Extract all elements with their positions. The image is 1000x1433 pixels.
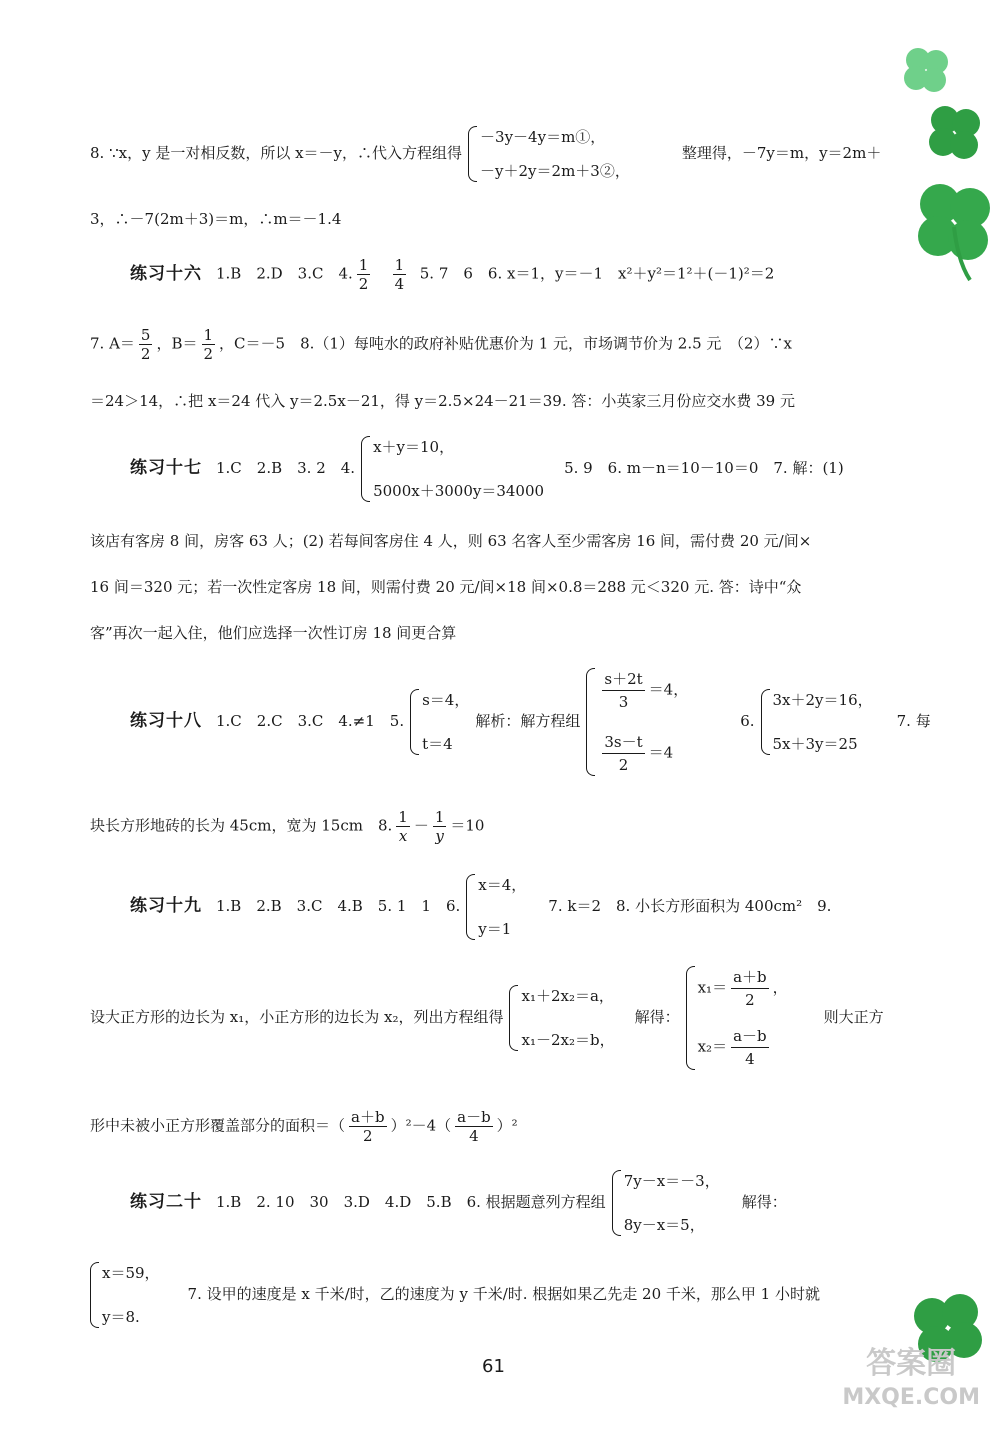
clover-decoration-top-small: [896, 40, 956, 100]
ex18-answers-a: 1.C 2.C 3.C 4.≠1 5.: [216, 712, 405, 730]
ex18-q6-system: [761, 689, 873, 755]
solution-lhs: x₁＝: [697, 978, 728, 997]
denominator: 2: [745, 991, 755, 1009]
numerator: s＋2t: [602, 668, 644, 691]
ex18-analysis-text: 解析：解方程组: [475, 712, 581, 730]
q8-equation-system: [468, 126, 630, 182]
page-number: 61: [482, 1356, 505, 1377]
ex19-line-3: [90, 1108, 518, 1145]
equation-1: s＝4，: [422, 691, 470, 709]
denominator: 2: [618, 756, 629, 774]
ex19-continue-text: 则大正方: [823, 1008, 884, 1026]
fraction: [202, 326, 216, 363]
ex16-q7-b-label: ，B＝: [156, 334, 198, 353]
equation-2: x₁－2x₂＝b，: [521, 1031, 615, 1049]
ex16-answers-b: 5. 7 6 6. x＝1，y＝－1 x²＋y²＝1²＋(－1)²＝2: [419, 264, 775, 283]
ex19-area-end: ）²: [496, 1116, 518, 1135]
fraction: [731, 1025, 769, 1070]
ex17-answers-b: 5. 9 6. m－n＝10－10＝0 7. 解：(1): [564, 459, 844, 477]
ex19-area-mid: ）²－4（: [390, 1116, 452, 1135]
ex20-q7-text: 7. 设甲的速度是 x 千米/时，乙的速度为 y 千米/时. 根据如果乙先走 20 千米，那么甲 1 小时就: [187, 1285, 820, 1303]
q8-line-1: [90, 126, 881, 182]
fraction: [602, 731, 644, 776]
fraction: [349, 1108, 387, 1145]
numerator: 3s－t: [602, 731, 644, 754]
ex20-solution-system: [90, 1262, 160, 1328]
q8-line-2: 3，∴－7(2m＋3)＝m，∴m＝－1.4: [90, 210, 342, 228]
denominator: 2: [203, 345, 214, 363]
ex18-q7-start: 7. 每: [896, 712, 931, 730]
q8-equation-2: －y＋2y＝2m＋3②，: [480, 162, 630, 180]
ex19-q9-text: 设大正方形的边长为 x₁，小正方形的边长为 x₂，列出方程组得: [90, 1008, 504, 1026]
denominator: y: [435, 827, 444, 845]
numerator: 5: [140, 326, 151, 344]
ex18-fraction-system: [586, 668, 688, 776]
fraction: [602, 668, 644, 713]
q8-tail-text: 整理得，－7y＝m，y＝2m＋: [681, 144, 882, 162]
ex18-q6-label: 6.: [740, 712, 755, 730]
numerator: a＋b: [351, 1108, 385, 1126]
ex19-answers-b: 7. k＝2 8. 小长方形面积为 400cm² 9.: [548, 897, 832, 915]
fraction: [455, 1108, 493, 1145]
equation-1: x＝4，: [478, 876, 527, 894]
denominator: 2: [363, 1127, 373, 1145]
ex19-answers-a: 1.B 2.B 3.C 4.B 5. 1 1 6.: [216, 897, 461, 915]
clover-decoration-top-large: [908, 172, 1000, 282]
ex19-q6-system: [466, 874, 526, 940]
watermark-bottom: MXQE.COM: [842, 1385, 980, 1410]
ex16-answers-a: 1.B 2.D 3.C 4.: [216, 264, 353, 283]
q8-lead-text: 8. ∵x，y 是一对相反数，所以 x＝－y，∴代入方程组得: [90, 144, 463, 162]
ex19-area-text: 形中未被小正方形覆盖部分的面积＝（: [90, 1116, 346, 1135]
fraction: [731, 966, 769, 1011]
equation-2: y＝1: [478, 920, 512, 938]
fraction: [433, 808, 447, 845]
equation-rhs: ＝4，: [648, 680, 689, 699]
denominator: x: [398, 827, 408, 845]
fraction: [393, 256, 407, 293]
ex17-line-4: 客”再次一起入住，他们应选择一次性订房 18 间更合算: [90, 624, 457, 642]
ex17-line-1: [130, 436, 844, 502]
denominator: 2: [140, 345, 151, 363]
ex17-answers-a: 1.C 2.B 3. 2 4.: [216, 459, 356, 477]
ex17-line-2: 该店有客房 8 间，房客 63 人；(2) 若每间客房住 4 人，则 63 名客人至少需客房 16 间，需付费 20 元/间×: [90, 532, 812, 550]
denominator: 3: [618, 693, 629, 711]
numerator: 1: [398, 808, 408, 826]
solution-comma: ，: [772, 978, 788, 997]
ex18-line-2: 块长方形地砖的长为 45cm，宽为 15cm 8. $\frac{1}{x}$ － $\frac{1}{y}$ ＝10: [90, 808, 485, 845]
ex19-solve-text: 解得：: [634, 1008, 680, 1026]
ex18-heading: 练习十八: [130, 711, 202, 731]
ex19-q9-system: [509, 985, 614, 1051]
ex16-line-2: [90, 326, 792, 363]
numerator: a＋b: [731, 966, 769, 989]
denominator: 4: [469, 1127, 479, 1145]
equation-2: t＝4: [422, 735, 453, 753]
equation-1: x＝59，: [102, 1264, 160, 1282]
ex19-line-1: [130, 874, 831, 940]
ex18-q5-system: [410, 689, 469, 755]
numerator: 1: [203, 326, 214, 344]
ex20-q6-system: [612, 1170, 720, 1236]
ex20-answers-a: 1.B 2. 10 30 3.D 4.D 5.B 6. 根据题意列方程组: [216, 1193, 606, 1211]
ex16-q7-q8-text: ，C＝－5 8.（1）每吨水的政府补贴优惠价为 1 元，市场调节价为 2.5 元 （2）∵x: [219, 334, 792, 353]
ex19-heading: 练习十九: [130, 896, 202, 916]
equation-2: 8y－x＝5，: [623, 1216, 705, 1234]
ex20-line-1: [130, 1170, 787, 1236]
ex20-solve-text: 解得：: [741, 1193, 787, 1211]
denominator: 2: [358, 275, 369, 293]
equation-1: x₁＋2x₂＝a，: [521, 987, 614, 1005]
numerator: 1: [358, 256, 369, 274]
watermark-top: 答案圈: [866, 1346, 957, 1381]
denominator: 4: [394, 275, 405, 293]
ex18-line-1: [130, 668, 931, 776]
ex20-line-2: [90, 1262, 820, 1328]
equation-rhs: ＝4: [648, 743, 674, 762]
numerator: 1: [434, 808, 445, 826]
ex19-solution-system: [686, 966, 788, 1070]
equation-2: 5x＋3y＝25: [772, 735, 858, 753]
clover-decoration-top-mid: [920, 98, 990, 168]
solution-lhs: x₂＝: [697, 1037, 728, 1056]
ex18-q7-text: 块长方形地砖的长为 45cm，宽为 15cm 8.: [90, 816, 393, 835]
ex17-heading: 练习十七: [130, 458, 202, 478]
ex19-line-2: [90, 966, 884, 1070]
ex17-line-3: 16 间＝320 元；若一次性定客房 18 间，则需付费 20 元/间×18 间×0.8＝288 元＜320 元. 答：诗中“众: [90, 578, 802, 596]
q8-equation-1: －3y－4y＝m①，: [480, 128, 606, 146]
equation-2: 5000x＋3000y＝34000: [373, 482, 545, 500]
ex16-line-1: [130, 256, 774, 293]
ex16-line-3: ＝24＞14，∴把 x＝24 代入 y＝2.5x－21，得 y＝2.5×24－21＝39. 答：小英家三月份应交水费 39 元: [90, 392, 795, 410]
watermark: [842, 1347, 980, 1415]
numerator: a－b: [457, 1108, 491, 1126]
equation-1: 3x＋2y＝16，: [772, 691, 873, 709]
fraction: [357, 256, 371, 293]
fraction: [396, 808, 410, 845]
equation-1: x＋y＝10，: [373, 438, 455, 456]
fraction: [139, 326, 153, 363]
numerator: 1: [394, 256, 405, 274]
ex20-heading: 练习二十: [130, 1192, 202, 1212]
ex16-q7-a-label: 7. A＝: [90, 334, 135, 353]
ex18-q8-rhs: ＝10: [450, 816, 485, 835]
ex16-heading: 练习十六: [130, 263, 202, 284]
numerator: a－b: [731, 1025, 769, 1048]
equation-2: y＝8.: [102, 1308, 140, 1326]
ex17-equation-system: [361, 436, 544, 502]
denominator: 4: [745, 1050, 755, 1068]
equation-1: 7y－x＝－3，: [623, 1172, 720, 1190]
